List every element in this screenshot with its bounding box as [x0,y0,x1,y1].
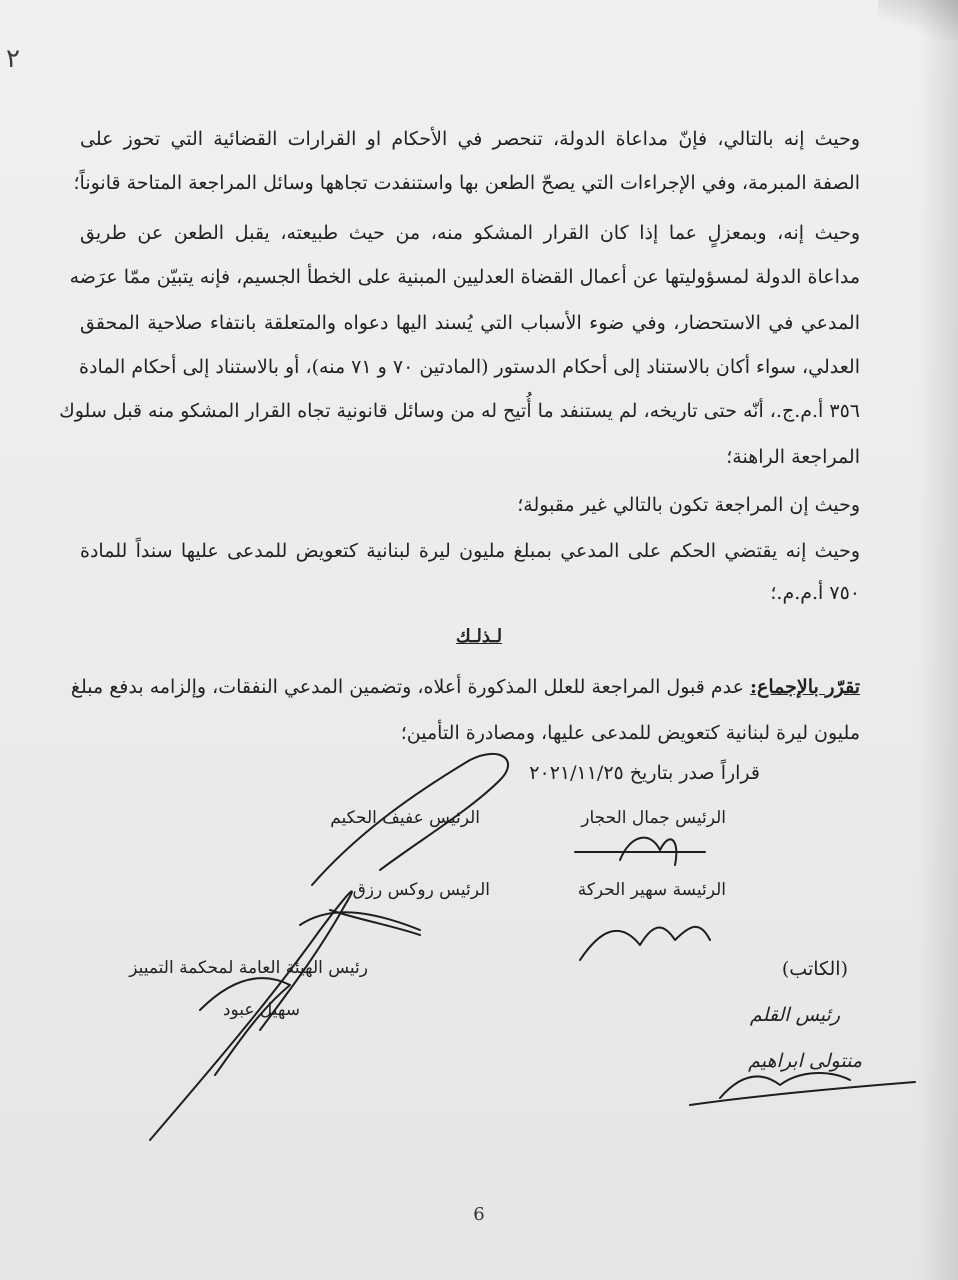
issue-date: قراراً صدر بتاريخ ٢٠٢١/١١/٢٥ [529,762,760,784]
decision-label: تقرّر بالإجماع: [750,676,860,698]
signature-president-stroke-2 [150,891,352,1140]
president-title: رئيس الهيئة العامة لمحكمة التمييز [129,958,368,978]
judge-3-name: الرئيسة سهير الحركة [577,880,726,900]
paragraph-line-9: وحيث إن المراجعة تكون بالتالي غير مقبولة؛ [517,494,860,516]
paragraph-line-1: وحيث إنه بالتالي، فإنّ مداعاة الدولة، تنحصر في الأحكام او القرارات القضائية التي تحوز على [80,128,860,150]
judge-4-name: الرئيس روكس رزق [352,880,490,900]
decision-line-2: مليون ليرة لبنانية كتعويض للمدعى عليها، ومصادرة التأمين؛ [400,722,860,744]
paragraph-line-11: ٧٥٠ أ.م.م.؛ [770,582,860,604]
clerk-label: (الكاتب) [781,958,848,980]
paragraph-line-3: وحيث إنه، وبمعزلٍ عما إذا كان القرار المشكو منه، من حيث طبيعته، يقبل الطعن عن طريق [80,222,860,244]
signature-judge-3-stroke [580,927,710,960]
paragraph-line-7: ٣٥٦ أ.م.ج.، أنّه حتى تاريخه، لم يستنفد ما أُتيح له من وسائل قانونية تجاه القرار المشكو منه قبل سلوك [59,400,860,422]
clerk-title: رئيس القلم [749,1004,840,1026]
margin-mark: ٢ [6,44,20,74]
judge-2-name: الرئيس عفيف الحكيم [330,808,480,828]
paragraph-line-4: مداعاة الدولة لمسؤوليتها عن أعمال القضاة العدليين المبنية على الخطأ الجسيم، فإنه يتبيّن ممّا عرَضه [69,266,860,288]
paragraph-line-5: المدعي في الاستحضار، وفي ضوء الأسباب التي يُسند اليها دعواه والمتعلقة بانتفاء صلاحية المحقق [80,312,860,334]
judge-1-name: الرئيس جمال الحجار [581,808,726,828]
paragraph-line-10: وحيث إنه يقتضي الحكم على المدعي بمبلغ مليون ليرة لبنانية كتعويض للمدعى عليها سنداً للمادة [80,540,860,562]
paragraph-line-6: العدلي، سواء أكان بالاستناد إلى أحكام الدستور (المادتين ٧٠ و ٧١ منه)، أو بالاستناد إلى أحكام المادة [79,356,860,378]
decision-text: عدم قبول المراجعة للعلل المذكورة أعلاه، وتضمين المدعي النفقات، وإلزامه بدفع مبلغ [70,676,744,698]
paragraph-line-2: الصفة المبرمة، وفي الإجراءات التي يصحّ الطعن بها واستنفدت تجاهها وسائل المراجعة المتاحة قانوناً؛ [73,172,860,194]
paragraph-line-8: المراجعة الراهنة؛ [726,446,860,468]
signature-president-stroke [312,754,508,885]
page-number: 6 [473,1204,485,1225]
clerk-name: منتولى ابراهيم [748,1050,862,1072]
section-heading: لـذلـك [455,626,503,647]
signature-judge-4-stroke [330,910,420,935]
president-name: سهيل عبود [222,1000,300,1020]
signature-president-stroke-3 [300,912,420,930]
